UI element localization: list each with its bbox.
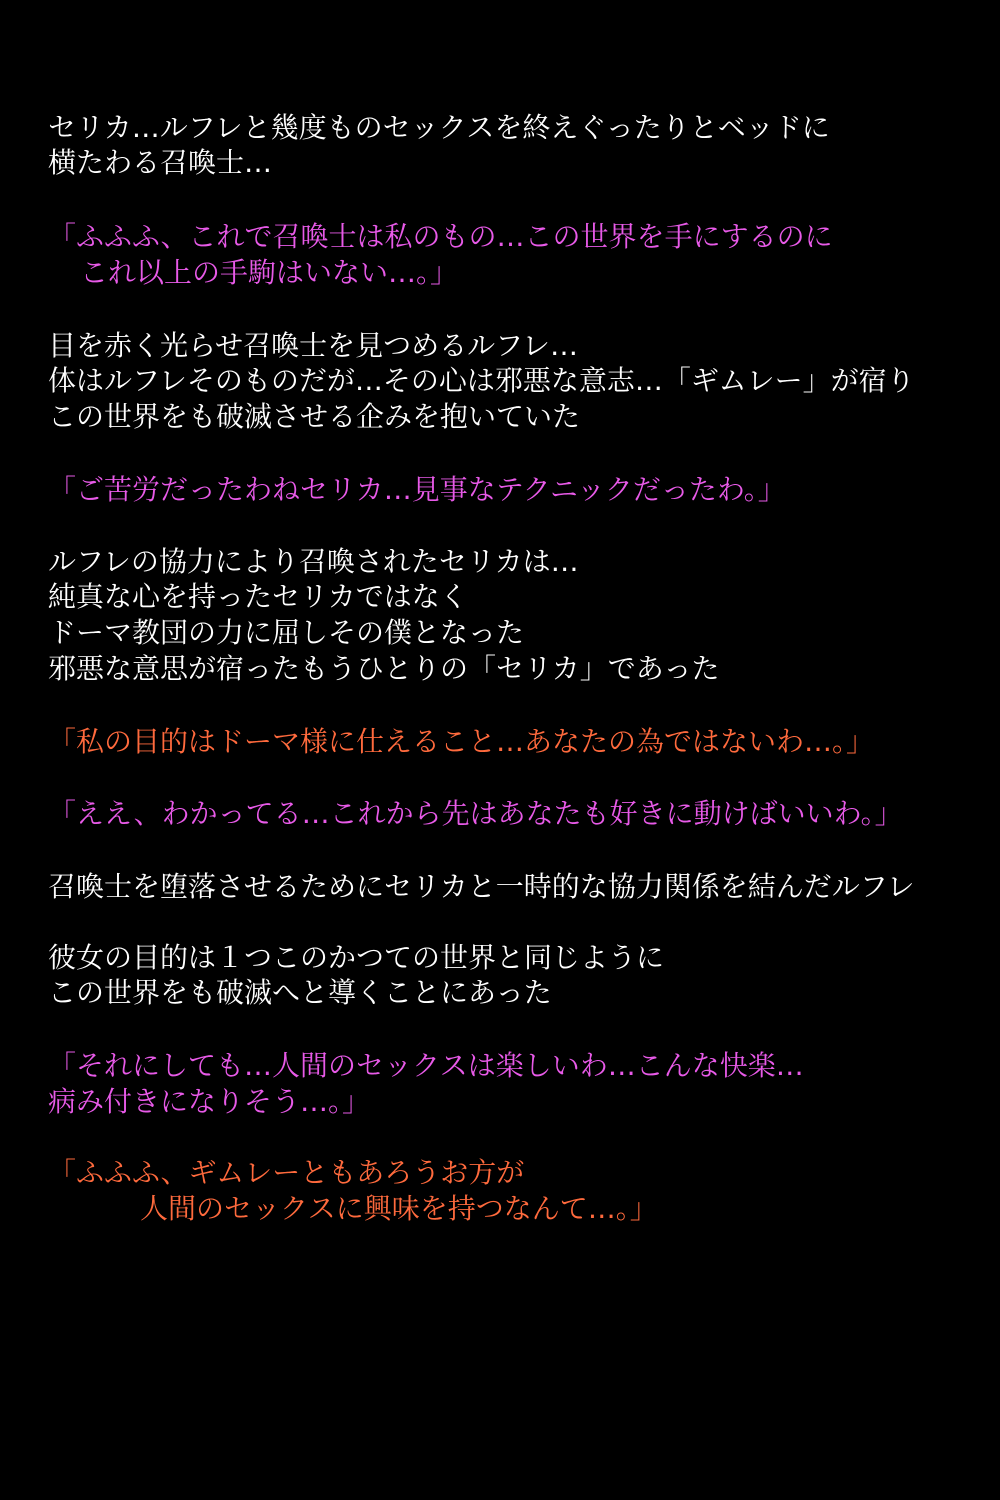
- dialogue-line-celica: 「私の目的はドーマ様に仕えること…あなたの為ではないわ…。」: [48, 725, 875, 758]
- dialogue-line-celica: 人間のセックスに興味を持つなんて…。」: [140, 1192, 658, 1225]
- dialogue-line-lucina: 「ええ、わかってる…これから先はあなたも好きに動けばいいわ。」: [48, 797, 903, 830]
- narration-line: 彼女の目的は１つこのかつての世界と同じように: [48, 941, 665, 974]
- narration-line: この世界をも破滅させる企みを抱いていた: [48, 400, 581, 433]
- dialogue-line-lucina: これ以上の手駒はいない…。」: [80, 256, 459, 289]
- narration-line: ドーマ教団の力に屈しその僕となった: [48, 616, 525, 649]
- narration-line: この世界をも破滅へと導くことにあった: [48, 976, 552, 1009]
- narration-line: 体はルフレそのものだが…その心は邪悪な意志…「ギムレー」が宿り: [48, 364, 915, 397]
- narration-line: 純真な心を持ったセリカではなく: [48, 580, 468, 613]
- dialogue-line-celica: 「ふふふ、ギムレーともあろうお方が: [48, 1156, 525, 1189]
- dialogue-line-lucina: 「ご苦労だったわねセリカ…見事なテクニックだったわ。」: [48, 473, 786, 506]
- dialogue-line-lucina: 「ふふふ、これで召喚士は私のもの…この世界を手にするのに: [48, 220, 833, 253]
- narration-line: ルフレの協力により召喚されたセリカは…: [48, 545, 579, 578]
- narration-line: 召喚士を堕落させるためにセリカと一時的な協力関係を結んだルフレ: [48, 870, 915, 903]
- narration-line: 邪悪な意思が宿ったもうひとりの「セリカ」であった: [48, 652, 720, 685]
- narration-line: 横たわる召喚士…: [48, 146, 273, 179]
- narration-line: セリカ…ルフレと幾度ものセックスを終えぐったりとベッドに: [48, 111, 830, 144]
- narration-line: 目を赤く光らせ召喚士を見つめるルフレ…: [48, 329, 579, 362]
- dialogue-line-lucina: 「それにしても…人間のセックスは楽しいわ…こんな快楽…: [48, 1049, 804, 1082]
- dialogue-line-lucina: 病み付きになりそう…。」: [48, 1085, 371, 1118]
